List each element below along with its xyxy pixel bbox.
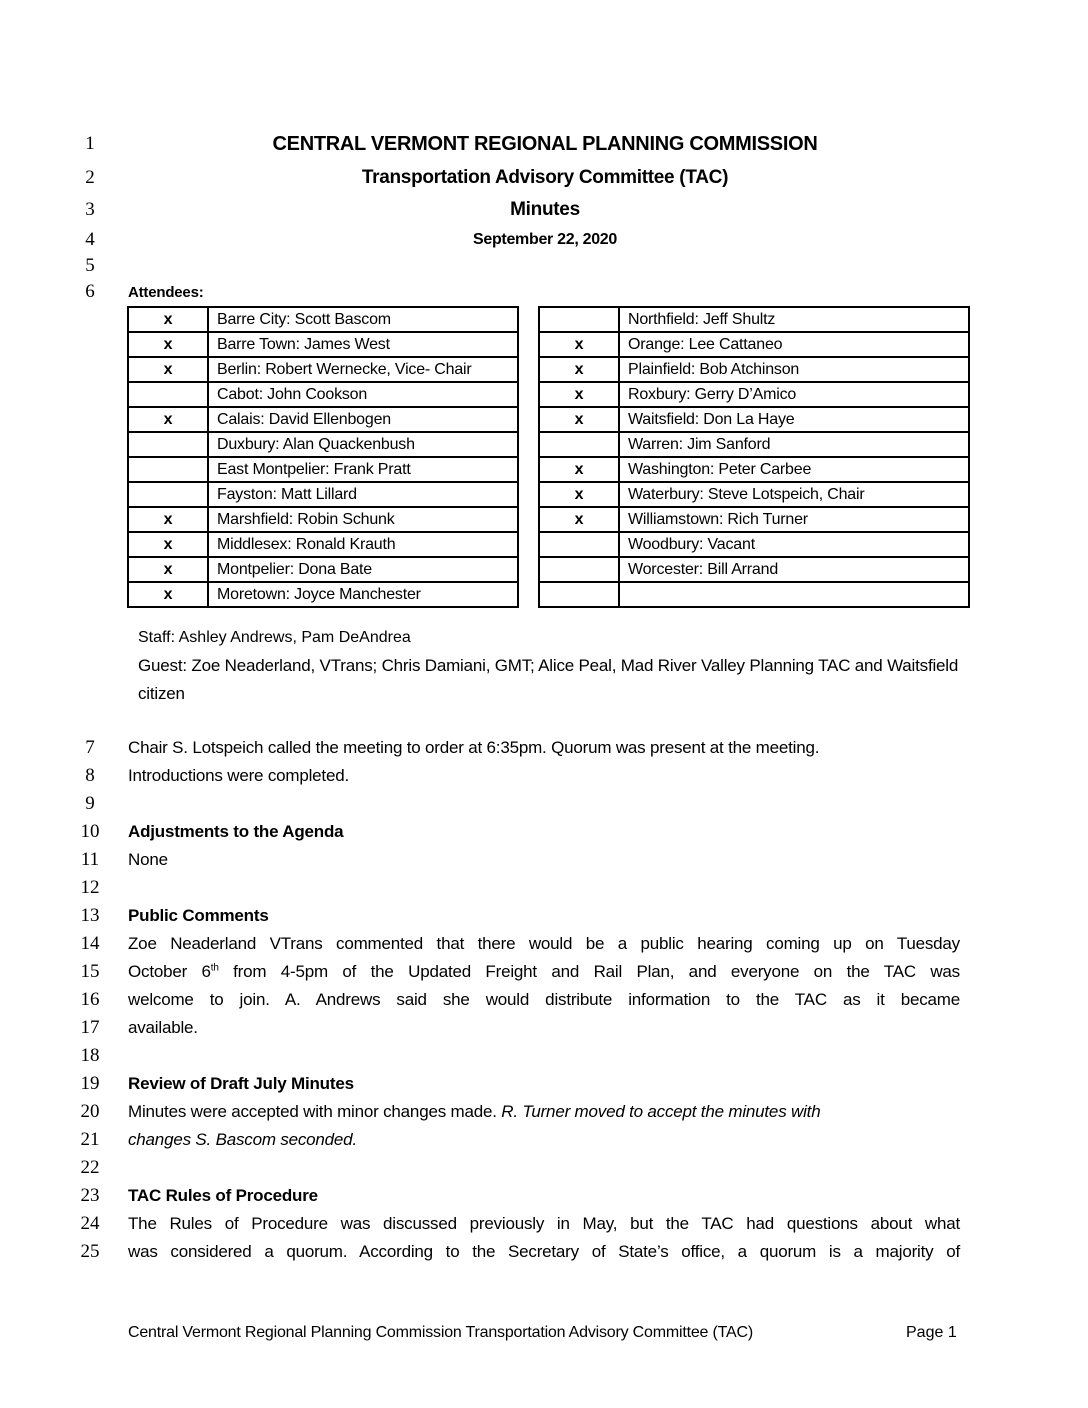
line-number: 4: [85, 229, 95, 250]
attendee-row: [128, 457, 518, 482]
section-heading-public-comments: Public Comments: [128, 906, 269, 925]
attendee-name: Northfield: Jeff Shultz: [619, 307, 969, 332]
attendee-name: Cabot: John Cookson: [208, 382, 518, 407]
meeting-date: September 22, 2020: [472, 231, 618, 248]
attendee-row: [539, 582, 969, 607]
attendee-name: Warren: Jim Sanford: [619, 432, 969, 457]
committee-title: Transportation Advisory Committee (TAC): [361, 167, 729, 188]
line-number: 18: [80, 1045, 100, 1066]
attendee-name: Williamstown: Rich Turner: [619, 507, 969, 532]
section-heading-rules-of-procedure: TAC Rules of Procedure: [128, 1186, 318, 1205]
review-minutes-line: [128, 1130, 357, 1150]
attendee-row: [128, 532, 518, 557]
attendance-mark: x: [539, 482, 619, 507]
attendee-row: [128, 332, 518, 357]
attendee-name: Waitsfield: Don La Haye: [619, 407, 969, 432]
attendance-mark: x: [128, 332, 208, 357]
attendance-mark: [128, 457, 208, 482]
attendee-name: Orange: Lee Cattaneo: [619, 332, 969, 357]
attendance-mark: x: [128, 507, 208, 532]
introductions-text: Introductions were completed.: [128, 766, 349, 785]
line-number: 20: [80, 1101, 100, 1122]
line-number: 22: [80, 1157, 100, 1178]
attendee-name: Barre City: Scott Bascom: [208, 307, 518, 332]
attendee-name: [619, 582, 969, 607]
attendee-row: [128, 557, 518, 582]
attendee-row: [539, 307, 969, 332]
attendee-row: [539, 407, 969, 432]
line-number: 7: [85, 737, 95, 758]
rules-of-procedure-line: was considered a quorum. According to the Secretary of State’s office, a quorum is a majority of: [128, 1242, 960, 1261]
line-number: 16: [80, 989, 100, 1010]
attendee-name: Berlin: Robert Wernecke, Vice- Chair: [208, 357, 518, 382]
attendance-mark: x: [539, 507, 619, 532]
line-number: 6: [85, 281, 95, 302]
attendance-mark: x: [128, 532, 208, 557]
attendee-row: [539, 457, 969, 482]
line-number: 1: [85, 133, 95, 154]
page-number: Page 1: [906, 1324, 957, 1341]
attendance-mark: [128, 432, 208, 457]
attendee-name: Washington: Peter Carbee: [619, 457, 969, 482]
attendance-mark: [128, 482, 208, 507]
attendee-row: [128, 482, 518, 507]
line-number: 2: [85, 167, 95, 188]
line-number: 11: [80, 849, 100, 870]
attendee-name: Barre Town: James West: [208, 332, 518, 357]
attendance-mark: [539, 582, 619, 607]
attendee-name: Montpelier: Dona Bate: [208, 557, 518, 582]
line-number: 12: [80, 877, 100, 898]
org-title: CENTRAL VERMONT REGIONAL PLANNING COMMISSION: [272, 133, 818, 155]
attendance-mark: x: [128, 582, 208, 607]
attendee-name: Waterbury: Steve Lotspeich, Chair: [619, 482, 969, 507]
attendance-mark: x: [539, 357, 619, 382]
line-number: 13: [80, 905, 100, 926]
page-footer: Central Vermont Regional Planning Commission Transportation Advisory Committee (TAC): [128, 1324, 753, 1341]
attendance-mark: [539, 307, 619, 332]
ordinal-suffix: th: [210, 962, 219, 974]
attendance-mark: x: [128, 407, 208, 432]
review-minutes-line: [128, 1102, 820, 1122]
attendance-mark: x: [128, 307, 208, 332]
staff-list: Staff: Ashley Andrews, Pam DeAndrea: [138, 629, 411, 646]
adjustments-text: None: [128, 850, 168, 869]
document-type: Minutes: [510, 199, 580, 220]
line-number: 21: [80, 1129, 100, 1150]
attendee-name: Fayston: Matt Lillard: [208, 482, 518, 507]
motion-text: changes S. Bascom seconded.: [128, 1130, 357, 1149]
attendee-name: Woodbury: Vacant: [619, 532, 969, 557]
line-number: 9: [85, 793, 95, 814]
attendee-row: [539, 557, 969, 582]
attendance-mark: x: [128, 357, 208, 382]
attendee-row: [128, 407, 518, 432]
attendance-mark: x: [539, 332, 619, 357]
attendee-name: Roxbury: Gerry D’Amico: [619, 382, 969, 407]
public-comments-text: from 4-5pm of the Updated Freight and Rail Plan, and everyone on the TAC was: [218, 962, 960, 981]
attendee-row: [128, 507, 518, 532]
attendee-row: [539, 532, 969, 557]
line-number: 14: [80, 933, 100, 954]
line-number: 17: [80, 1017, 100, 1038]
attendees-label: Attendees:: [128, 284, 204, 301]
attendee-row: [539, 507, 969, 532]
public-comments-line: Zoe Neaderland VTrans commented that there would be a public hearing coming up on Tuesday: [128, 934, 960, 953]
attendee-row: [539, 382, 969, 407]
public-comments-line: welcome to join. A. Andrews said she would distribute information to the TAC as it became: [128, 990, 960, 1009]
line-number: 24: [80, 1213, 100, 1234]
attendee-row: [128, 357, 518, 382]
call-to-order-text: Chair S. Lotspeich called the meeting to order at 6:35pm. Quorum was present at the meeting.: [128, 738, 820, 757]
attendee-name: Calais: David Ellenbogen: [208, 407, 518, 432]
attendee-name: Middlesex: Ronald Krauth: [208, 532, 518, 557]
guest-list: Guest: Zoe Neaderland, VTrans; Chris Damiani, GMT; Alice Peal, Mad River Valley Planning TAC and Waitsfield citizen: [138, 656, 959, 703]
attendee-row: [128, 307, 518, 332]
attendee-row: [128, 582, 518, 607]
attendance-table-right: [538, 306, 970, 608]
attendee-row: [539, 482, 969, 507]
attendee-name: Moretown: Joyce Manchester: [208, 582, 518, 607]
attendee-name: Duxbury: Alan Quackenbush: [208, 432, 518, 457]
attendance-mark: [539, 432, 619, 457]
attendee-name: East Montpelier: Frank Pratt: [208, 457, 518, 482]
date-text: October 6: [128, 962, 211, 981]
attendee-row: [128, 432, 518, 457]
attendee-name: Worcester: Bill Arrand: [619, 557, 969, 582]
attendee-row: [539, 432, 969, 457]
attendance-mark: [128, 382, 208, 407]
section-heading-review-minutes: Review of Draft July Minutes: [128, 1074, 354, 1093]
line-number: 3: [85, 199, 95, 220]
attendee-row: [539, 357, 969, 382]
attendance-mark: x: [539, 407, 619, 432]
line-number: 19: [80, 1073, 100, 1094]
line-number: 5: [85, 255, 95, 276]
attendee-name: Plainfield: Bob Atchinson: [619, 357, 969, 382]
attendee-row: [539, 332, 969, 357]
attendance-table-left: [127, 306, 519, 608]
attendance-mark: [539, 532, 619, 557]
public-comments-line: [128, 962, 960, 982]
public-comments-line: available.: [128, 1018, 198, 1037]
motion-text: R. Turner moved to accept the minutes with: [501, 1102, 821, 1121]
line-number: 15: [80, 961, 100, 982]
attendee-name: Marshfield: Robin Schunk: [208, 507, 518, 532]
section-heading-adjustments: Adjustments to the Agenda: [128, 822, 344, 841]
attendance-mark: x: [539, 382, 619, 407]
attendance-mark: x: [128, 557, 208, 582]
line-number: 10: [80, 821, 100, 842]
line-number: 8: [85, 765, 95, 786]
line-number: 23: [80, 1185, 100, 1206]
attendance-mark: x: [539, 457, 619, 482]
line-number: 25: [80, 1241, 100, 1262]
attendee-row: [128, 382, 518, 407]
review-text: Minutes were accepted with minor changes made.: [128, 1102, 502, 1121]
attendance-mark: [539, 557, 619, 582]
rules-of-procedure-line: The Rules of Procedure was discussed previously in May, but the TAC had questions about what: [128, 1214, 960, 1233]
